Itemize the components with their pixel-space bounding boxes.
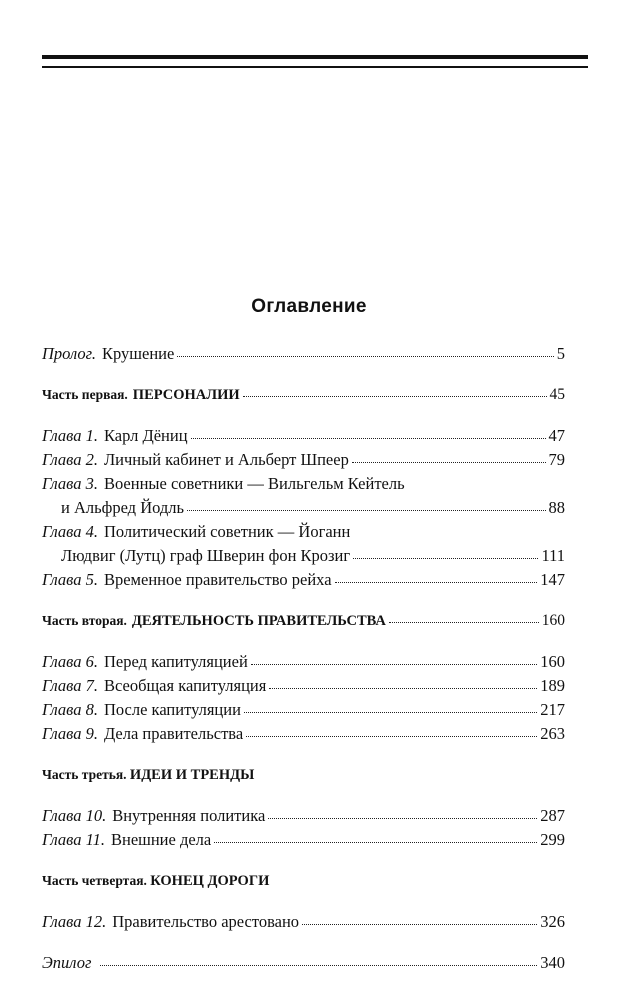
toc-entry-chapter-7 (42, 674, 565, 698)
dot-leader (243, 396, 547, 397)
entry-page: 189 (540, 676, 565, 695)
header-rule-thick (42, 55, 588, 59)
entry-label: Глава 1. (42, 426, 98, 445)
dot-leader (302, 924, 537, 925)
entry-label: Глава 6. (42, 652, 98, 671)
entry-title: После капитуляции (103, 700, 241, 719)
dot-leader (177, 356, 553, 357)
entry-label: Глава 9. (42, 724, 98, 743)
part-title: ДЕЯТЕЛЬНОСТЬ ПРАВИТЕЛЬСТВА (131, 613, 386, 629)
toc-part-4 (42, 869, 565, 893)
toc-part-2 (42, 609, 565, 633)
entry-title: Военные советники — Вильгельм Кейтель (103, 474, 405, 493)
toc-entry-chapter-4-line2 (42, 544, 565, 568)
dot-leader (335, 582, 538, 583)
entry-title-cont: Людвиг (Лутц) граф Шверин фон Крозиг (61, 546, 351, 565)
entry-title-cont: и Альфред Йодль (61, 498, 185, 517)
part-label: Часть третья. (42, 767, 127, 782)
toc-entry-chapter-6 (42, 650, 565, 674)
part-page: 45 (549, 386, 565, 403)
header-rule-thin (42, 66, 588, 68)
dot-leader (389, 622, 539, 623)
entry-title: Перед капитуляцией (103, 652, 248, 671)
entry-label: Глава 7. (42, 676, 98, 695)
part-title: ИДЕИ И ТРЕНДЫ (129, 767, 255, 783)
toc-entry-chapter-1 (42, 424, 565, 448)
page-title: Оглавление (251, 296, 367, 317)
dot-leader (353, 558, 538, 559)
table-of-contents (42, 342, 565, 975)
entry-title: Дела правительства (103, 724, 244, 743)
toc-entry-prologue (42, 342, 565, 366)
entry-label: Пролог. (42, 344, 96, 363)
entry-title: Временное правительство рейха (103, 570, 332, 589)
part-label: Часть вторая. (42, 613, 127, 628)
dot-leader (251, 664, 537, 665)
toc-entry-chapter-3-line1 (42, 472, 565, 496)
entry-label: Глава 12. (42, 912, 107, 931)
entry-title: Крушение (102, 344, 175, 363)
entry-title: Карл Дёниц (103, 426, 188, 445)
dot-leader (214, 842, 537, 843)
toc-entry-chapter-4-line1 (42, 520, 565, 544)
entry-page: 340 (540, 953, 565, 972)
part-title: КОНЕЦ ДОРОГИ (150, 873, 270, 889)
entry-label: Глава 2. (42, 450, 98, 469)
toc-entry-chapter-8 (42, 698, 565, 722)
entry-page: 88 (548, 498, 565, 517)
part-label: Часть первая. (42, 387, 128, 402)
toc-entry-chapter-5 (42, 568, 565, 592)
part-title: ПЕРСОНАЛИИ (132, 387, 240, 403)
entry-page: 160 (540, 652, 565, 671)
entry-title: Правительство арестовано (112, 912, 300, 931)
toc-entry-chapter-9 (42, 722, 565, 746)
entry-page: 263 (540, 724, 565, 743)
toc-part-1 (42, 383, 565, 407)
toc-entry-chapter-3-line2 (42, 496, 565, 520)
entry-label: Глава 8. (42, 700, 98, 719)
entry-label: Эпилог (42, 953, 92, 972)
dot-leader (268, 818, 537, 819)
dot-leader (352, 462, 546, 463)
entry-page: 47 (548, 426, 565, 445)
entry-page: 147 (540, 570, 565, 589)
entry-label: Глава 5. (42, 570, 98, 589)
entry-page: 79 (548, 450, 565, 469)
entry-title: Внешние дела (110, 830, 212, 849)
entry-page: 326 (540, 912, 565, 931)
toc-entry-chapter-12 (42, 910, 565, 934)
entry-page: 217 (540, 700, 565, 719)
entry-title: Личный кабинет и Альберт Шпеер (103, 450, 349, 469)
toc-entry-epilogue (42, 951, 565, 975)
part-page: 160 (541, 612, 565, 629)
entry-label: Глава 10. (42, 806, 107, 825)
dot-leader (187, 510, 545, 511)
toc-entry-chapter-11 (42, 828, 565, 852)
entry-title: Внутренняя политика (112, 806, 266, 825)
part-label: Часть четвертая. (42, 873, 147, 888)
toc-part-3 (42, 763, 565, 787)
toc-entry-chapter-10 (42, 804, 565, 828)
dot-leader (100, 965, 537, 966)
entry-page: 299 (540, 830, 565, 849)
entry-label: Глава 11. (42, 830, 105, 849)
toc-entry-chapter-2 (42, 448, 565, 472)
dot-leader (191, 438, 546, 439)
entry-label: Глава 4. (42, 522, 98, 541)
dot-leader (244, 712, 537, 713)
dot-leader (246, 736, 537, 737)
entry-page: 5 (556, 344, 565, 363)
entry-page: 287 (540, 806, 565, 825)
entry-label: Глава 3. (42, 474, 98, 493)
dot-leader (269, 688, 537, 689)
entry-title: Политический советник — Йоганн (103, 522, 351, 541)
entry-title: Всеобщая капитуляция (103, 676, 267, 695)
entry-page: 111 (541, 546, 565, 565)
